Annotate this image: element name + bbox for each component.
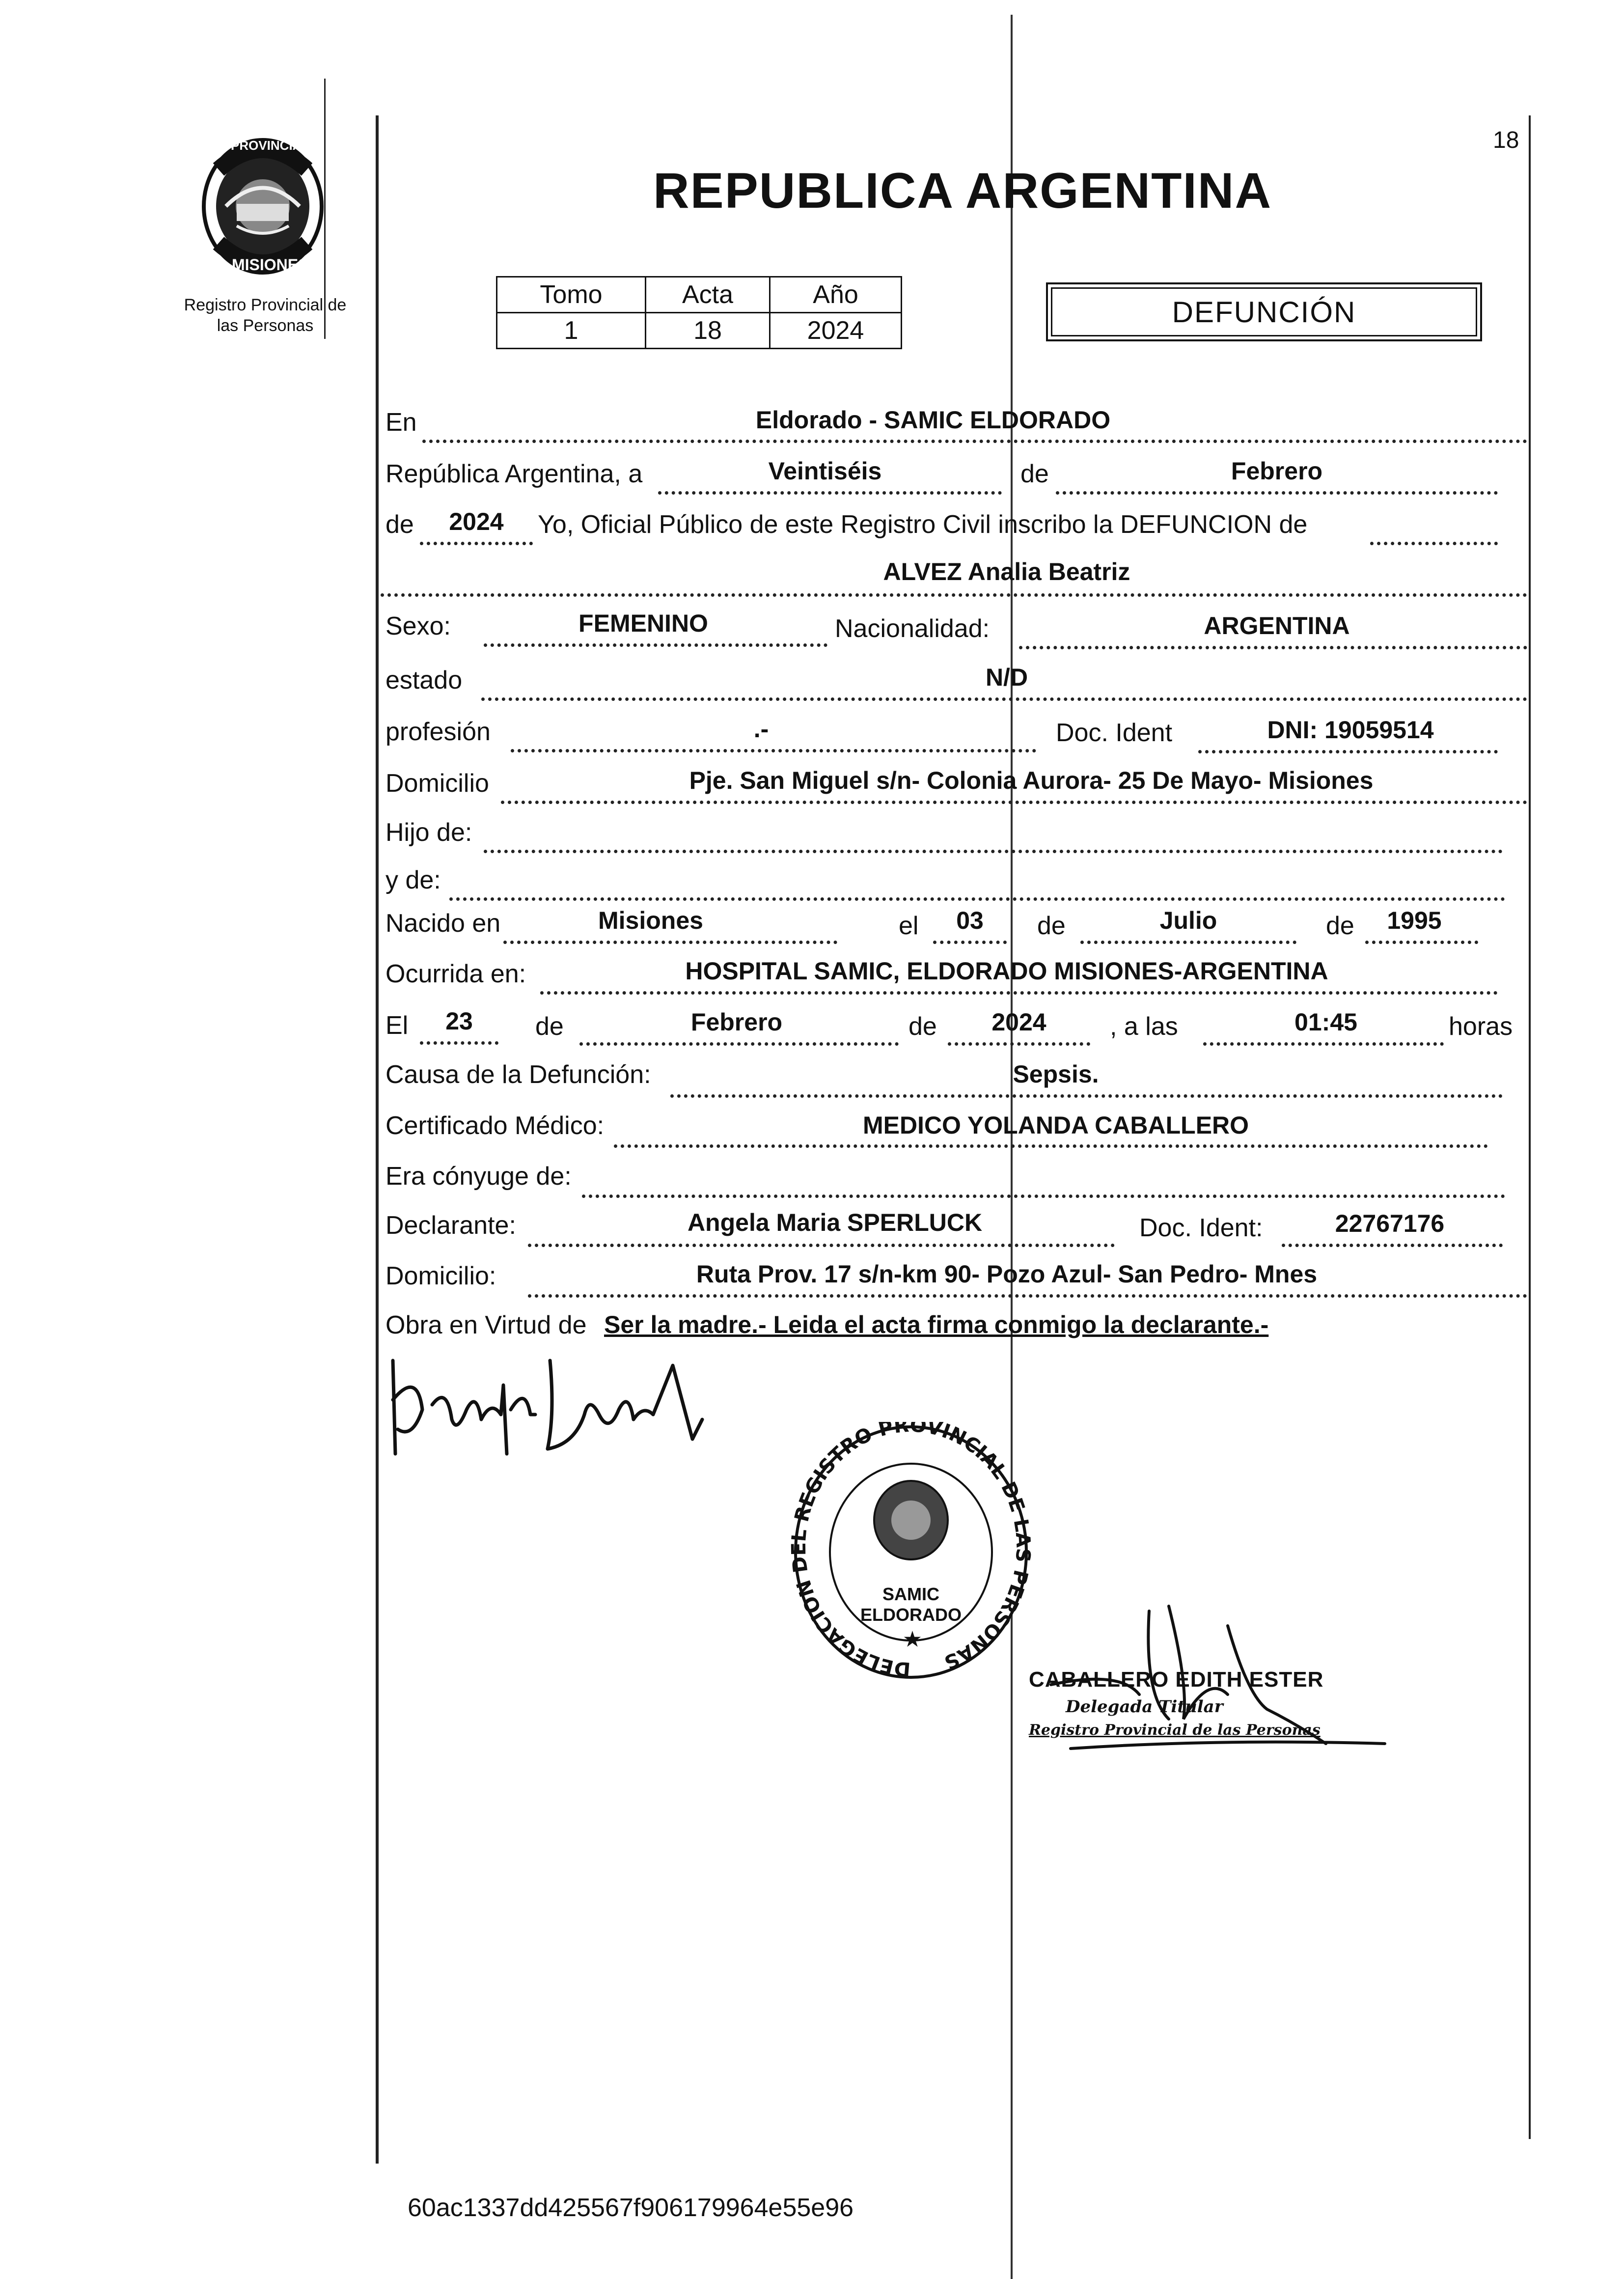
birth-month-dots <box>1080 941 1296 944</box>
anio-header: Año <box>770 277 902 313</box>
record-table <box>496 276 902 349</box>
registry-name-line2: las Personas <box>217 316 314 335</box>
inscribe-dots <box>1370 542 1498 545</box>
record-year: 2024 <box>449 508 504 535</box>
birth-year-dots <box>1365 941 1478 944</box>
certificado-label: Certificado Médico: <box>385 1112 605 1140</box>
de-birth-month-label: de <box>1037 912 1066 940</box>
record-day: Veintiséis <box>768 457 882 485</box>
horas-label: horas <box>1449 1012 1513 1041</box>
declarante-label: Declarante: <box>385 1211 516 1240</box>
stamp-ring-text: DELEGACION REGISTRO PROVINCIAL DE L PERSONAS <box>791 1422 1031 1681</box>
death-month: Febrero <box>690 1008 783 1036</box>
place-of-record: Eldorado - SAMIC ELDORADO <box>755 406 1111 434</box>
certificado-dots <box>614 1144 1488 1148</box>
record-type: DEFUNCIÓN <box>1046 282 1482 341</box>
de-birth-year-label: de <box>1326 912 1354 940</box>
en-label: En <box>385 408 417 437</box>
declarante-dots <box>528 1244 1115 1247</box>
nacionalidad-value: ARGENTINA <box>1204 612 1350 639</box>
estado-value: N/D <box>985 664 1028 691</box>
profesion-value: .- <box>753 715 769 743</box>
birth-day: 03 <box>956 907 984 934</box>
death-year: 2024 <box>991 1008 1046 1036</box>
doc-ident-value: DNI: 19059514 <box>1267 716 1434 744</box>
declarante-dom-dots <box>528 1294 1527 1298</box>
hijo-de-label: Hijo de: <box>385 818 472 847</box>
star-icon: ★ <box>904 1629 921 1650</box>
stamp-inner-text: SAMIC ELDORADO <box>860 1584 962 1625</box>
nacido-label: Nacido en <box>385 909 501 938</box>
el-label: el <box>899 912 919 940</box>
birth-day-dots <box>933 941 1007 944</box>
month-dots <box>1056 491 1498 495</box>
certificado-value: MEDICO YOLANDA CABALLERO <box>862 1112 1249 1139</box>
death-time-dots <box>1203 1042 1444 1046</box>
estado-dots <box>481 697 1527 701</box>
en-dots <box>422 440 1527 443</box>
document-hash: 60ac1337dd425567f906179964e55e96 <box>408 2194 854 2222</box>
profesion-label: profesión <box>385 718 491 746</box>
death-time: 01:45 <box>1294 1008 1357 1036</box>
doc-ident-label: Doc. Ident <box>1056 719 1173 747</box>
doc-ident-dots <box>1198 750 1498 753</box>
causa-label: Causa de la Defunción: <box>385 1060 651 1089</box>
republica-label: República Argentina, a <box>385 460 643 488</box>
a-las-label: , a las <box>1110 1012 1178 1041</box>
declarant-signature <box>378 1341 712 1469</box>
causa-dots <box>670 1094 1503 1098</box>
obra-label: Obra en Virtud de <box>385 1311 587 1339</box>
registry-stamp <box>791 1422 1031 1682</box>
declarante-dom-value: Ruta Prov. 17 s/n-km 90- Pozo Azul- San Pedro- Mnes <box>696 1260 1318 1288</box>
page-number: 18 <box>1493 127 1519 153</box>
de-death-month-label: de <box>535 1012 564 1041</box>
de-death-year-label: de <box>908 1012 937 1041</box>
acta-value: 18 <box>646 313 770 349</box>
declarante-value: Angela Maria SPERLUCK <box>687 1209 983 1236</box>
year-dots <box>420 542 533 545</box>
domicilio-value: Pje. San Miguel s/n- Colonia Aurora- 25 De Mayo- Misiones <box>689 767 1374 794</box>
profesion-dots <box>511 749 1036 752</box>
declarante-dom-label: Domicilio: <box>385 1262 496 1290</box>
birth-place: Misiones <box>598 907 703 934</box>
acta-header: Acta <box>646 277 770 313</box>
document-title: REPUBLICA ARGENTINA <box>653 163 1272 219</box>
tomo-header: Tomo <box>497 277 646 313</box>
el-cap-label: El <box>385 1011 409 1040</box>
seal-bottom-text: MISIONES <box>232 256 309 274</box>
death-day: 23 <box>445 1007 473 1035</box>
declarante-doc-dots <box>1282 1244 1503 1247</box>
sexo-dots <box>484 643 827 647</box>
registry-name-line1: Registro Provincial de <box>184 296 347 314</box>
de-label: de <box>1020 460 1049 488</box>
death-month-dots <box>579 1042 899 1046</box>
seal-top-text: PROVINCIA DE <box>231 138 323 153</box>
y-de-dots <box>449 897 1505 901</box>
nacionalidad-label: Nacionalidad: <box>835 614 990 643</box>
declarante-doc-value: 22767176 <box>1335 1210 1445 1237</box>
provincial-seal-icon <box>192 125 334 282</box>
inscribe-text: Yo, Oficial Público de este Registro Civil inscribo la DEFUNCION de <box>538 510 1308 539</box>
anio-value: 2024 <box>770 313 902 349</box>
right-margin-line <box>1529 115 1531 2139</box>
day-dots <box>658 491 1002 495</box>
birth-month: Julio <box>1159 907 1217 934</box>
domicilio-dots <box>501 801 1527 804</box>
record-month: Febrero <box>1231 457 1323 485</box>
official-signature <box>1021 1596 1395 1773</box>
sexo-label: Sexo: <box>385 612 451 640</box>
official-title: Delegada Titular <box>1066 1697 1223 1717</box>
birth-year: 1995 <box>1387 907 1442 934</box>
registry-name <box>162 295 368 336</box>
declarante-doc-label: Doc. Ident: <box>1139 1214 1263 1242</box>
name-dots <box>381 593 1527 597</box>
nacido-dots <box>503 941 837 944</box>
causa-value: Sepsis. <box>1013 1060 1099 1088</box>
death-year-dots <box>948 1042 1090 1046</box>
death-place: HOSPITAL SAMIC, ELDORADO MISIONES-ARGENTINA <box>685 957 1328 985</box>
ocurrida-dots <box>540 991 1498 995</box>
tomo-value: 1 <box>497 313 646 349</box>
conyuge-dots <box>582 1195 1505 1198</box>
estado-label: estado <box>385 666 463 695</box>
de-year-label: de <box>385 510 414 539</box>
official-office: Registro Provincial de las Personas <box>1029 1722 1321 1739</box>
conyuge-label: Era cónyuge de: <box>385 1162 572 1191</box>
hijo-de-dots <box>484 850 1503 853</box>
death-day-dots <box>420 1041 498 1045</box>
left-margin-line <box>376 115 379 2164</box>
obra-value: Ser la madre.- Leida el acta firma conmigo la declarante.- <box>604 1311 1269 1338</box>
sexo-value: FEMENINO <box>578 610 708 637</box>
deceased-name: ALVEZ Analia Beatriz <box>883 558 1130 585</box>
domicilio-label: Domicilio <box>385 769 489 798</box>
official-name: CABALLERO EDITH ESTER <box>1029 1668 1324 1692</box>
nacionalidad-dots <box>1019 646 1527 649</box>
ocurrida-label: Ocurrida en: <box>385 960 526 988</box>
y-de-label: y de: <box>385 866 441 894</box>
